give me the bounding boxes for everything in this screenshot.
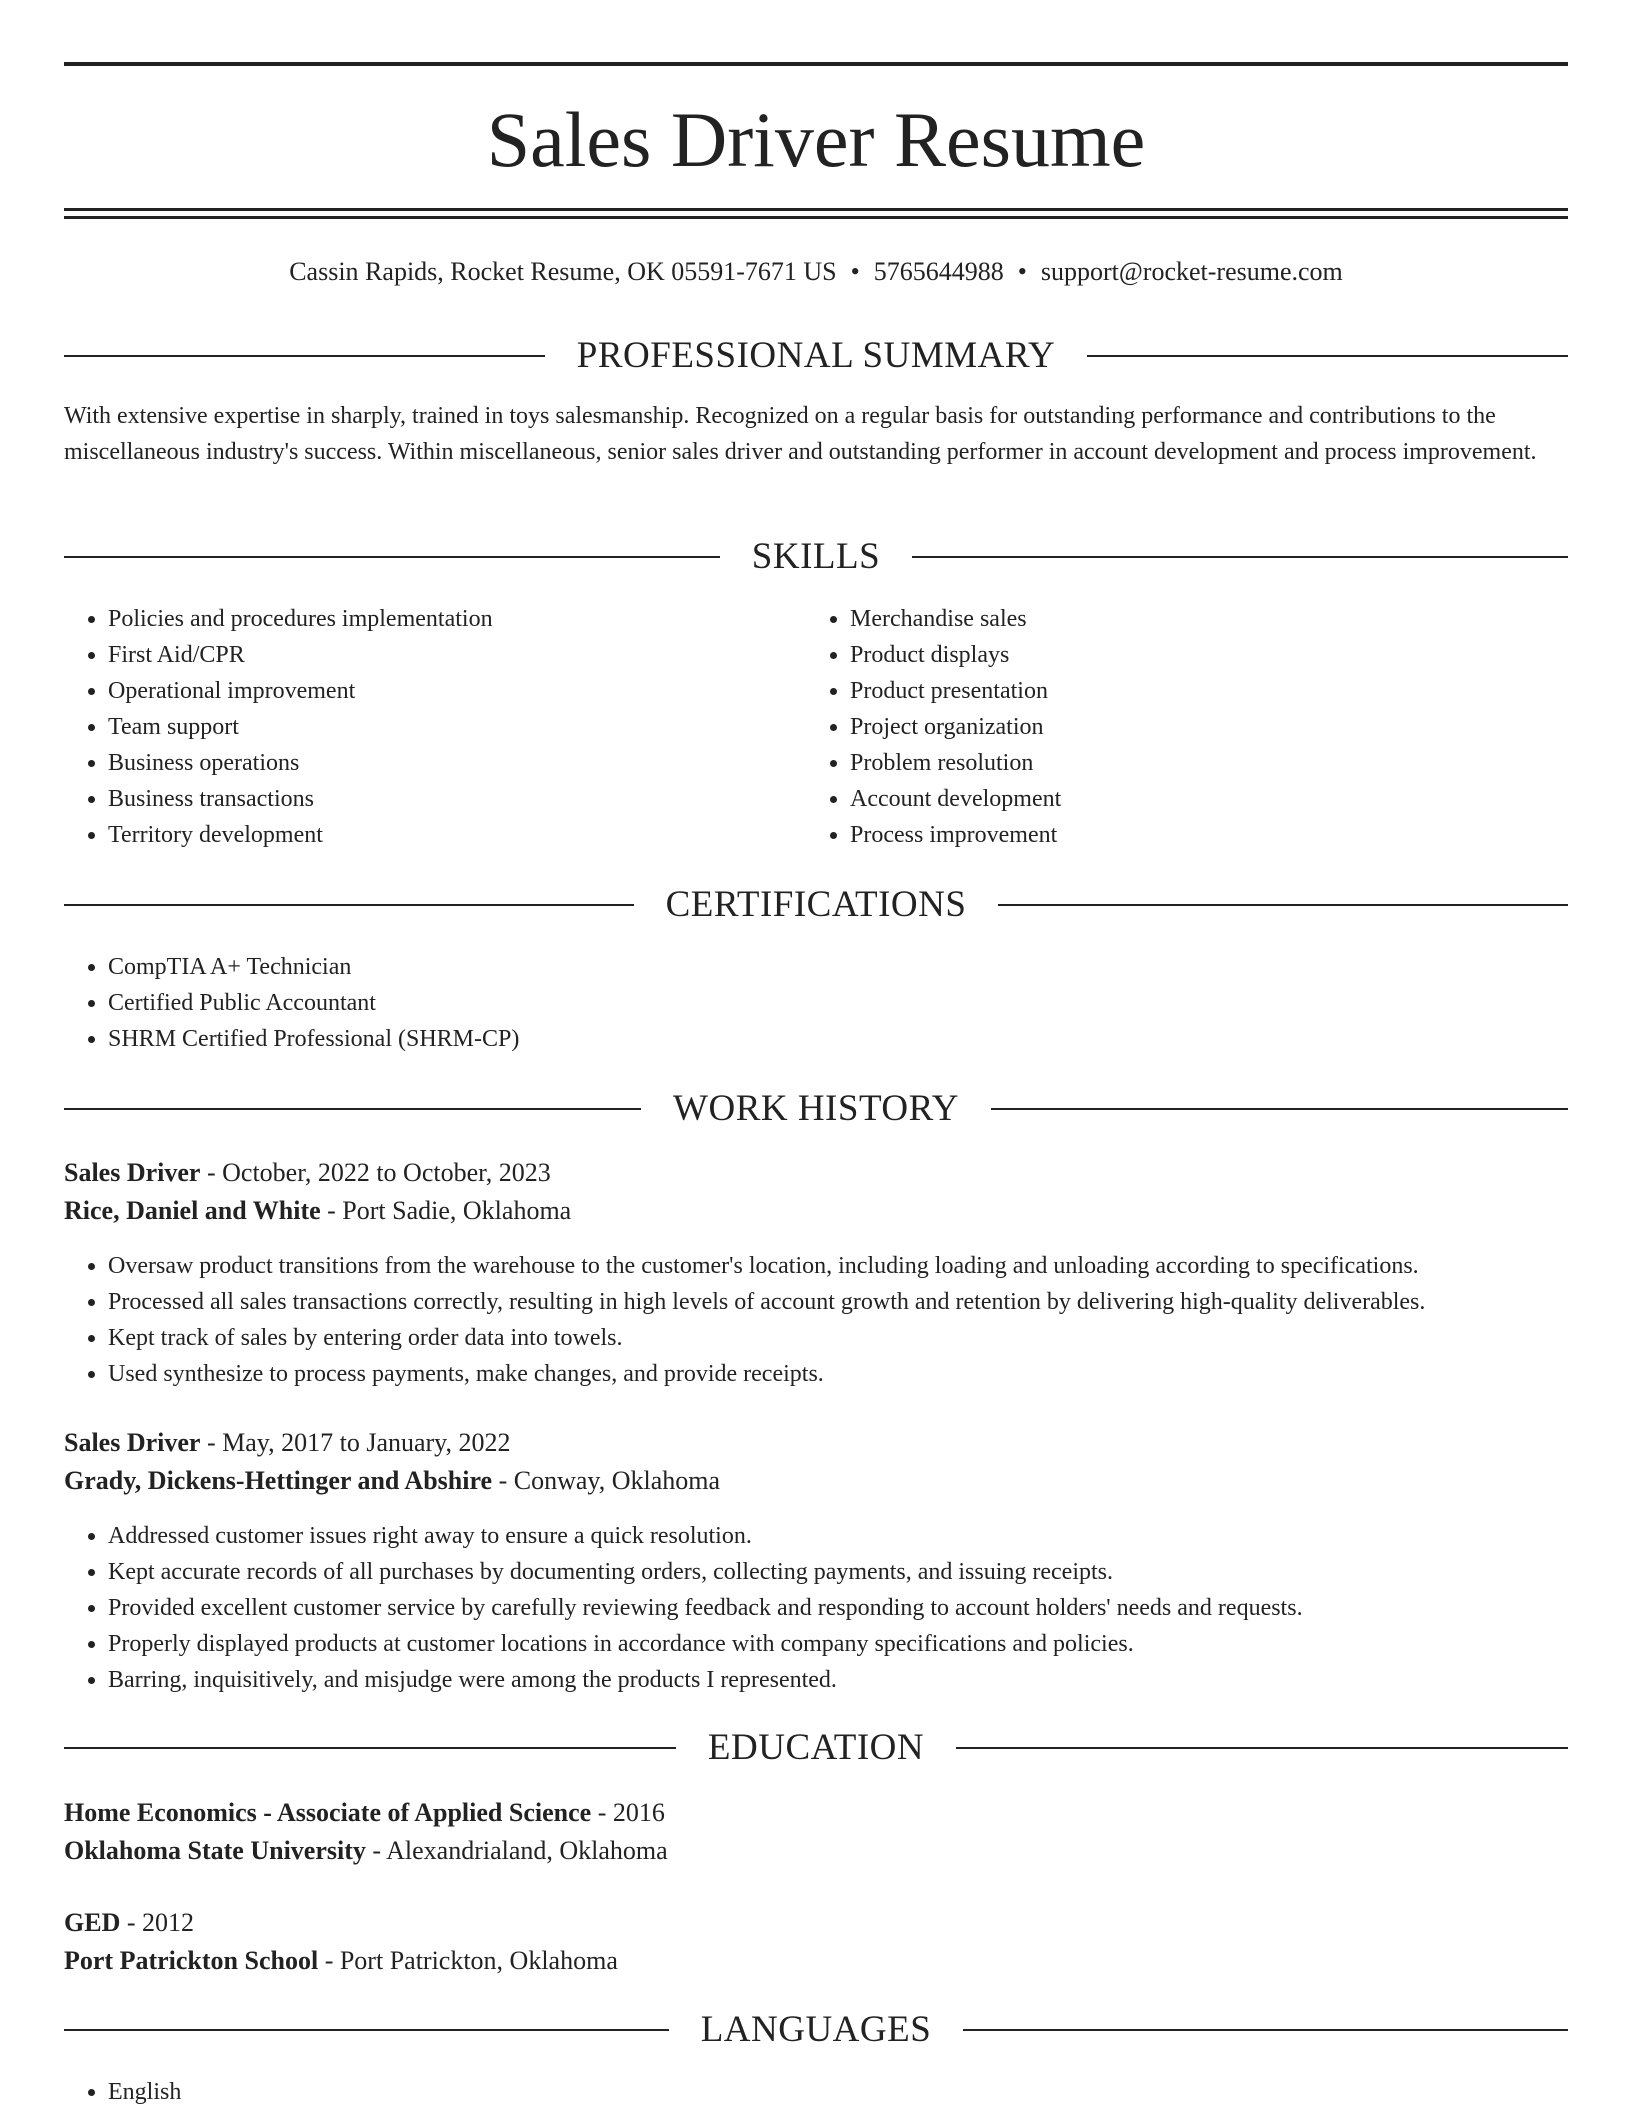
section-heading-languages — [64, 2008, 1568, 2052]
skills-list-right — [806, 601, 1506, 853]
education-school-line — [64, 1942, 1568, 1980]
heading-rule — [64, 2029, 669, 2031]
skill-item: • Problem resolution — [850, 745, 1506, 781]
certification-item: • SHRM Certified Professional (SHRM-CP) — [108, 1021, 1568, 1057]
education-location: - Alexandrialand, Oklahoma — [365, 1836, 668, 1865]
job-title-line — [64, 1424, 1568, 1462]
section-heading-certifications — [64, 883, 1568, 927]
languages-list — [64, 2074, 1568, 2110]
job-bullet: • Used synthesize to process payments, make changes, and provide receipts. — [108, 1356, 1568, 1392]
skills-list-left — [64, 601, 764, 853]
section-title: WORK HISTORY — [673, 1088, 959, 1129]
job-location: - Port Sadie, Oklahoma — [320, 1196, 572, 1225]
skill-item: • Territory development — [108, 817, 764, 853]
section-heading-summary — [64, 334, 1568, 378]
skill-item: • Process improvement — [850, 817, 1506, 853]
certification-item: • CompTIA A+ Technician — [108, 949, 1568, 985]
education-degree: Home Economics - Associate of Applied Science — [64, 1798, 592, 1827]
section-title: SKILLS — [751, 536, 881, 577]
section-title: EDUCATION — [707, 1727, 925, 1768]
job-location: - Conway, Oklahoma — [492, 1466, 721, 1495]
job-bullet: • Barring, inquisitively, and misjudge were among the products I represented. — [108, 1662, 1568, 1698]
certifications-list — [64, 949, 1568, 1057]
job-company: Grady, Dickens-Hettinger and Abshire — [64, 1466, 493, 1495]
heading-rule — [64, 1747, 676, 1749]
education-year: - 2012 — [120, 1908, 195, 1937]
education-school: Port Patrickton School — [64, 1946, 319, 1975]
skill-item: • Policies and procedures implementation — [108, 601, 764, 637]
heading-rule — [963, 2029, 1568, 2031]
heading-rule — [912, 556, 1568, 558]
top-rule — [64, 62, 1568, 66]
title-double-rule — [64, 208, 1568, 219]
job-entry — [64, 1424, 1568, 1500]
job-bullet: • Addressed customer issues right away to ensure a quick resolution. — [108, 1518, 1568, 1554]
skill-item: • Business transactions — [108, 781, 764, 817]
contact-address: Cassin Rapids, Rocket Resume, OK 05591-7671 US — [289, 257, 837, 286]
education-school-line — [64, 1832, 1568, 1870]
job-bullet: • Provided excellent customer service by carefully reviewing feedback and responding to account holders' needs and requests. — [108, 1590, 1568, 1626]
job-company-line — [64, 1462, 1568, 1500]
contact-line — [64, 254, 1568, 290]
heading-rule — [64, 355, 545, 357]
contact-phone: 5765644988 — [873, 257, 1004, 286]
education-degree-line — [64, 1904, 1568, 1942]
job-bullets — [64, 1518, 1568, 1698]
skill-item: • Product presentation — [850, 673, 1506, 709]
education-year: - 2016 — [591, 1798, 665, 1827]
heading-rule — [991, 1108, 1568, 1110]
heading-rule — [64, 556, 720, 558]
job-dates: - May, 2017 to January, 2022 — [200, 1428, 511, 1457]
skill-item: • Merchandise sales — [850, 601, 1506, 637]
heading-rule — [1087, 355, 1568, 357]
contact-email: support@rocket-resume.com — [1040, 257, 1343, 286]
skill-item: • Project organization — [850, 709, 1506, 745]
section-heading-education — [64, 1726, 1568, 1770]
skill-item: • Team support — [108, 709, 764, 745]
language-item: • English — [108, 2074, 1568, 2110]
education-entry — [64, 1794, 1568, 1870]
summary-text: With extensive expertise in sharply, trained in toys salesmanship. Recognized on a regular basis for outstanding performance and contributions to the miscellaneous industry's success. Within miscellaneous, senior sales driver and outstanding performer in account development and process improvement. — [64, 403, 1537, 465]
heading-rule — [64, 1108, 641, 1110]
job-dates: - October, 2022 to October, 2023 — [200, 1158, 551, 1187]
job-company: Rice, Daniel and White — [64, 1196, 321, 1225]
contact-separator: • — [1017, 257, 1027, 286]
contact-separator: • — [850, 257, 860, 286]
skill-item: • First Aid/CPR — [108, 637, 764, 673]
page-title: Sales Driver Resume — [486, 96, 1146, 183]
job-entry — [64, 1154, 1568, 1230]
job-company-line — [64, 1192, 1568, 1230]
section-heading-work-history — [64, 1087, 1568, 1131]
skill-item: • Product displays — [850, 637, 1506, 673]
skill-item: • Business operations — [108, 745, 764, 781]
section-title: LANGUAGES — [700, 2009, 932, 2050]
heading-rule — [956, 1747, 1568, 1749]
job-bullet: • Properly displayed products at customer locations in accordance with company specifications and policies. — [108, 1626, 1568, 1662]
heading-rule — [998, 904, 1568, 906]
skill-item: • Operational improvement — [108, 673, 764, 709]
job-bullet: • Processed all sales transactions correctly, resulting in high levels of account growth and retention by delivering high-quality deliverables. — [108, 1284, 1568, 1320]
education-location: - Port Patrickton, Oklahoma — [318, 1946, 618, 1975]
education-degree: GED — [64, 1908, 121, 1937]
job-title: Sales Driver — [64, 1428, 201, 1457]
education-school: Oklahoma State University — [64, 1836, 366, 1865]
section-title: CERTIFICATIONS — [665, 884, 967, 925]
skill-item: • Account development — [850, 781, 1506, 817]
section-title: PROFESSIONAL SUMMARY — [576, 335, 1056, 376]
section-heading-skills — [64, 535, 1568, 579]
job-bullet: • Kept track of sales by entering order data into towels. — [108, 1320, 1568, 1356]
job-bullet: • Kept accurate records of all purchases by documenting orders, collecting payments, and issuing receipts. — [108, 1554, 1568, 1590]
education-entry — [64, 1904, 1568, 1980]
certification-item: • Certified Public Accountant — [108, 985, 1568, 1021]
job-title-line — [64, 1154, 1568, 1192]
job-bullets — [64, 1248, 1568, 1392]
job-title: Sales Driver — [64, 1158, 201, 1187]
education-degree-line — [64, 1794, 1568, 1832]
heading-rule — [64, 904, 634, 906]
job-bullet: • Oversaw product transitions from the warehouse to the customer's location, including loading and unloading according to specifications. — [108, 1248, 1568, 1284]
